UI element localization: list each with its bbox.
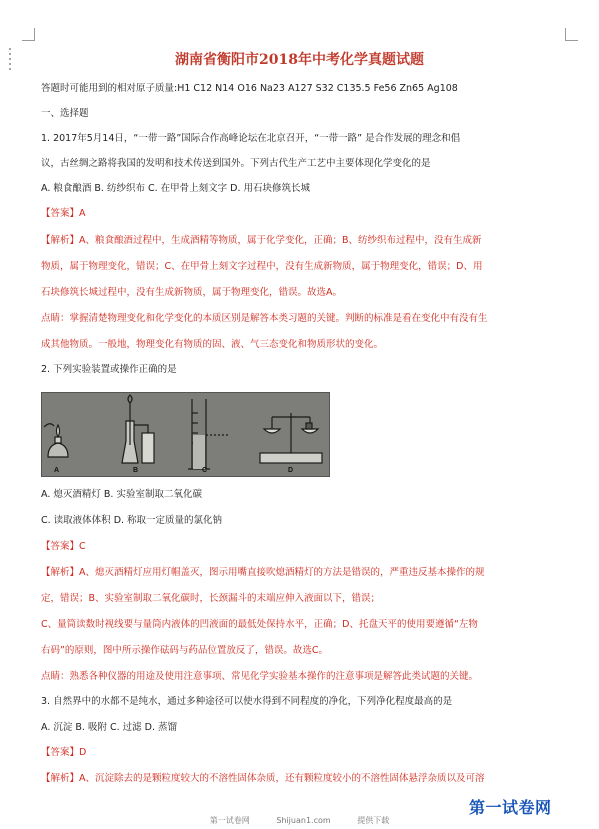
question-3-analysis: 【解析】A、沉淀除去的是颗粒度较大的不溶性固体杂质，还有颗粒度较小的不溶性固体悬浮杂质以及可溶 xyxy=(41,773,485,784)
question-1-analysis: 石块修筑长城过程中，没有生成新物质，属于物理变化，错误。故选A。 xyxy=(41,287,342,298)
question-2-line: 2. 下列实验装置或操作正确的是 xyxy=(41,364,177,375)
atomic-masses-line: 答题时可能用到的相对原子质量:H1 C12 N14 O16 Na23 A127 S32 C135.5 Fe56 Zn65 Ag108 xyxy=(41,83,458,94)
question-2-answer: 【答案】C xyxy=(41,541,86,552)
question-1-tip: 点睛：掌握清楚物理变化和化学变化的本质区别是解答本类习题的关键。判断的标准是看在变化中有没有生 xyxy=(41,313,488,324)
question-1-answer: 【答案】A xyxy=(41,208,86,219)
question-1-options: A. 粮食酿酒 B. 纺纱织布 C. 在甲骨上刻文字 D. 用石块修筑长城 xyxy=(41,183,311,194)
question-1-line: 议，古丝绸之路将我国的发明和技术传送到国外。下列古代生产工艺中主要体现化学变化的是 xyxy=(41,158,431,169)
question-1-analysis: 物质，属于物理变化，错误；C、在甲骨上刻文字过程中，没有生成新物质，属于物理变化，错误；D、用 xyxy=(41,261,483,272)
question-2-analysis: 右码”的原则，图中所示操作砝码与药品位置放反了，错误。故选C。 xyxy=(41,645,329,656)
question-2-options: C. 读取液体体积 D. 称取一定质量的氯化钠 xyxy=(41,515,223,526)
graduated-cylinder-drawing xyxy=(188,399,228,469)
question-1-tip: 成其他物质。一般地，物理变化有物质的固、液、气三态变化和物质形状的变化。 xyxy=(41,339,384,350)
section-heading: 一、选择题 xyxy=(41,108,89,119)
figure-label-d: D xyxy=(288,467,294,474)
question-2-tip: 点睛：熟悉各种仪器的用途及使用注意事项、常见化学实验基本操作的注意事项是解答此类试题的关键。 xyxy=(41,671,479,682)
question-2-options: A. 熄灭酒精灯 B. 实验室制取二氧化碳 xyxy=(41,489,202,500)
document-title: 湖南省衡阳市2018年中考化学真题试题 xyxy=(175,52,424,68)
figure-label-a: A xyxy=(54,467,60,474)
page-corner-mark xyxy=(565,28,578,41)
site-watermark: 第一试卷网 xyxy=(469,798,552,817)
figure-label-b: B xyxy=(133,467,139,474)
question-1-line: 1. 2017年5月14日，“一带一路”国际合作高峰论坛在北京召开，“一带一路” 是合作发展的理念和倡 xyxy=(41,133,461,144)
question-1-analysis: 【解析】A、粮食酿酒过程中，生成酒精等物质，属于化学变化，正确；B、纺纱织布过程中，没有生成新 xyxy=(41,235,482,246)
footer-download-text: 提供下载 xyxy=(357,816,390,825)
footer-site-url[interactable]: Shijuan1.com xyxy=(276,816,331,825)
question-2-analysis: C、量筒读数时视线要与量筒内液体的凹液面的最低处保持水平，正确；D、托盘天平的使用要遵循“左物 xyxy=(41,619,478,630)
question-3-line: 3. 自然界中的水都不是纯水，通过多种途径可以使水得到不同程度的净化，下列净化程度最高的是 xyxy=(41,696,453,707)
flask-apparatus-drawing xyxy=(122,395,154,463)
footer-site-name: 第一试卷网 xyxy=(209,816,250,825)
page-corner-mark xyxy=(22,28,35,41)
question-2-analysis: 定，错误；B、实验室制取二氧化碳时，长颈漏斗的末端应伸入液面以下，错误； xyxy=(41,593,381,604)
balance-scale-drawing xyxy=(260,413,322,463)
page-footer xyxy=(0,815,599,826)
alcohol-lamp-drawing xyxy=(44,424,68,457)
question-3-answer: 【答案】D xyxy=(41,747,87,758)
question-2-analysis: 【解析】A、熄灭酒精灯应用灯帽盖灭，图示用嘴直接吹熄酒精灯的方法是错误的，严重违反基本操作的规 xyxy=(41,567,485,578)
experiment-figure xyxy=(41,392,330,477)
question-3-options: A. 沉淀 B. 吸附 C. 过滤 D. 蒸馏 xyxy=(41,722,178,733)
figure-label-c: C xyxy=(202,467,208,474)
